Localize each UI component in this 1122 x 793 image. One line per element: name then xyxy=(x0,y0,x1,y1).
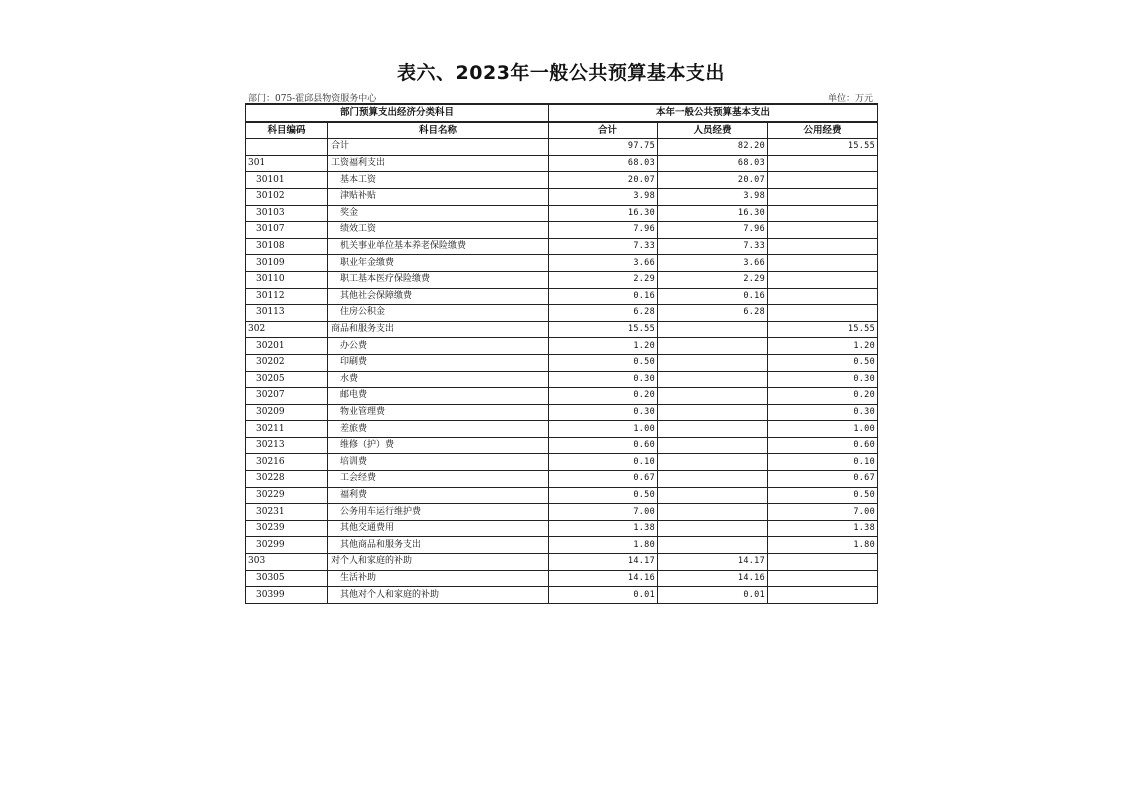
cell-public: 15.55 xyxy=(768,321,878,338)
table-row xyxy=(246,188,878,205)
cell-public: 1.38 xyxy=(768,520,878,537)
header-group-basic-expenditure: 本年一般公共预算基本支出 xyxy=(549,104,878,122)
cell-subject-name: 对个人和家庭的补助 xyxy=(328,554,549,571)
table-header xyxy=(246,104,878,139)
table-row xyxy=(246,537,878,554)
cell-subject-code: 30399 xyxy=(246,587,328,604)
budget-table xyxy=(245,103,878,604)
cell-subject-name: 印刷费 xyxy=(328,354,549,371)
cell-public xyxy=(768,587,878,604)
cell-subject-name: 生活补助 xyxy=(328,570,549,587)
cell-subject-name: 培训费 xyxy=(328,454,549,471)
table-row xyxy=(246,288,878,305)
table-body xyxy=(246,139,878,604)
cell-subject-code: 30113 xyxy=(246,305,328,322)
cell-public xyxy=(768,172,878,189)
table-row xyxy=(246,421,878,438)
cell-public: 0.67 xyxy=(768,471,878,488)
cell-subject-code: 30112 xyxy=(246,288,328,305)
cell-personnel: 0.16 xyxy=(658,288,768,305)
header-personnel: 人员经费 xyxy=(658,122,768,139)
cell-subject-name: 物业管理费 xyxy=(328,404,549,421)
cell-subject-code: 30228 xyxy=(246,471,328,488)
header-subject-code: 科目编码 xyxy=(246,122,328,139)
cell-public: 0.30 xyxy=(768,371,878,388)
cell-subject-code: 30211 xyxy=(246,421,328,438)
cell-subject-code: 301 xyxy=(246,155,328,172)
cell-total: 0.01 xyxy=(549,587,658,604)
cell-public: 0.50 xyxy=(768,354,878,371)
cell-total: 97.75 xyxy=(549,139,658,156)
cell-subject-name: 福利费 xyxy=(328,487,549,504)
cell-subject-name: 商品和服务支出 xyxy=(328,321,549,338)
cell-personnel xyxy=(658,487,768,504)
cell-subject-code: 30202 xyxy=(246,354,328,371)
cell-public: 1.80 xyxy=(768,537,878,554)
cell-subject-name: 合计 xyxy=(328,139,549,156)
table-row xyxy=(246,139,878,156)
cell-personnel: 2.29 xyxy=(658,271,768,288)
cell-subject-code: 30207 xyxy=(246,388,328,405)
table-row xyxy=(246,388,878,405)
table-row xyxy=(246,437,878,454)
cell-personnel: 0.01 xyxy=(658,587,768,604)
cell-subject-name: 其他交通费用 xyxy=(328,520,549,537)
cell-subject-name: 公务用车运行维护费 xyxy=(328,504,549,521)
cell-public xyxy=(768,188,878,205)
cell-total: 68.03 xyxy=(549,155,658,172)
cell-personnel: 7.33 xyxy=(658,238,768,255)
department-label: 部门：075-霍邱县物资服务中心 xyxy=(248,94,377,104)
cell-total: 0.30 xyxy=(549,404,658,421)
table-row xyxy=(246,321,878,338)
cell-personnel xyxy=(658,520,768,537)
cell-subject-code: 30101 xyxy=(246,172,328,189)
table-row xyxy=(246,222,878,239)
cell-total: 16.30 xyxy=(549,205,658,222)
cell-total: 2.29 xyxy=(549,271,658,288)
table-row xyxy=(246,371,878,388)
table-row xyxy=(246,155,878,172)
cell-subject-code: 30108 xyxy=(246,238,328,255)
cell-personnel: 16.30 xyxy=(658,205,768,222)
cell-subject-code: 30103 xyxy=(246,205,328,222)
cell-subject-name: 绩效工资 xyxy=(328,222,549,239)
cell-total: 3.98 xyxy=(549,188,658,205)
cell-total: 0.50 xyxy=(549,354,658,371)
cell-total: 0.30 xyxy=(549,371,658,388)
cell-total: 0.50 xyxy=(549,487,658,504)
table-row xyxy=(246,504,878,521)
cell-total: 6.28 xyxy=(549,305,658,322)
cell-public: 0.60 xyxy=(768,437,878,454)
cell-personnel xyxy=(658,504,768,521)
unit-label: 单位：万元 xyxy=(828,94,874,104)
cell-subject-name: 办公费 xyxy=(328,338,549,355)
cell-personnel xyxy=(658,537,768,554)
cell-public: 0.30 xyxy=(768,404,878,421)
cell-public: 0.20 xyxy=(768,388,878,405)
cell-personnel xyxy=(658,354,768,371)
table-row xyxy=(246,172,878,189)
cell-subject-name: 水费 xyxy=(328,371,549,388)
cell-personnel: 82.20 xyxy=(658,139,768,156)
cell-subject-name: 其他商品和服务支出 xyxy=(328,537,549,554)
cell-personnel xyxy=(658,437,768,454)
cell-subject-name: 机关事业单位基本养老保险缴费 xyxy=(328,238,549,255)
cell-subject-code: 30229 xyxy=(246,487,328,504)
table-row xyxy=(246,554,878,571)
cell-subject-code: 30107 xyxy=(246,222,328,239)
cell-subject-code: 30201 xyxy=(246,338,328,355)
cell-public: 1.00 xyxy=(768,421,878,438)
cell-subject-name: 津贴补贴 xyxy=(328,188,549,205)
cell-subject-name: 住房公积金 xyxy=(328,305,549,322)
cell-subject-code: 30109 xyxy=(246,255,328,272)
cell-public: 7.00 xyxy=(768,504,878,521)
cell-subject-name: 职工基本医疗保险缴费 xyxy=(328,271,549,288)
header-public: 公用经费 xyxy=(768,122,878,139)
cell-personnel xyxy=(658,471,768,488)
table-row xyxy=(246,255,878,272)
cell-total: 7.00 xyxy=(549,504,658,521)
cell-public xyxy=(768,238,878,255)
cell-total: 0.20 xyxy=(549,388,658,405)
cell-subject-code: 30216 xyxy=(246,454,328,471)
cell-subject-code: 30239 xyxy=(246,520,328,537)
table-row xyxy=(246,238,878,255)
cell-personnel xyxy=(658,421,768,438)
cell-public xyxy=(768,570,878,587)
cell-public xyxy=(768,155,878,172)
cell-subject-code: 303 xyxy=(246,554,328,571)
table-row xyxy=(246,338,878,355)
cell-total: 1.20 xyxy=(549,338,658,355)
cell-subject-name: 职业年金缴费 xyxy=(328,255,549,272)
cell-total: 0.16 xyxy=(549,288,658,305)
cell-subject-code: 30110 xyxy=(246,271,328,288)
cell-public xyxy=(768,255,878,272)
cell-personnel xyxy=(658,321,768,338)
cell-subject-name: 邮电费 xyxy=(328,388,549,405)
table-row xyxy=(246,587,878,604)
cell-personnel xyxy=(658,388,768,405)
cell-subject-code xyxy=(246,139,328,156)
cell-personnel xyxy=(658,338,768,355)
cell-total: 20.07 xyxy=(549,172,658,189)
cell-total: 0.60 xyxy=(549,437,658,454)
table-row xyxy=(246,305,878,322)
cell-public: 15.55 xyxy=(768,139,878,156)
cell-total: 0.67 xyxy=(549,471,658,488)
cell-public xyxy=(768,554,878,571)
table-row xyxy=(246,205,878,222)
cell-public: 0.10 xyxy=(768,454,878,471)
cell-personnel: 14.16 xyxy=(658,570,768,587)
cell-personnel xyxy=(658,454,768,471)
cell-subject-name: 其他对个人和家庭的补助 xyxy=(328,587,549,604)
cell-total: 7.96 xyxy=(549,222,658,239)
cell-personnel xyxy=(658,404,768,421)
table-row xyxy=(246,404,878,421)
cell-subject-code: 302 xyxy=(246,321,328,338)
header-subject-name: 科目名称 xyxy=(328,122,549,139)
cell-public xyxy=(768,222,878,239)
cell-subject-name: 其他社会保障缴费 xyxy=(328,288,549,305)
cell-total: 14.16 xyxy=(549,570,658,587)
cell-personnel xyxy=(658,371,768,388)
page-title: 表六、2023年一般公共预算基本支出 xyxy=(397,62,725,84)
cell-subject-name: 维修（护）费 xyxy=(328,437,549,454)
cell-public xyxy=(768,271,878,288)
cell-personnel: 7.96 xyxy=(658,222,768,239)
cell-subject-code: 30213 xyxy=(246,437,328,454)
cell-total: 3.66 xyxy=(549,255,658,272)
cell-total: 1.80 xyxy=(549,537,658,554)
cell-personnel: 20.07 xyxy=(658,172,768,189)
cell-personnel: 68.03 xyxy=(658,155,768,172)
header-total: 合计 xyxy=(549,122,658,139)
cell-subject-code: 30205 xyxy=(246,371,328,388)
cell-subject-code: 30305 xyxy=(246,570,328,587)
cell-subject-name: 差旅费 xyxy=(328,421,549,438)
table-row xyxy=(246,520,878,537)
cell-subject-code: 30102 xyxy=(246,188,328,205)
cell-total: 1.00 xyxy=(549,421,658,438)
cell-public: 0.50 xyxy=(768,487,878,504)
cell-total: 0.10 xyxy=(549,454,658,471)
cell-personnel: 14.17 xyxy=(658,554,768,571)
cell-subject-name: 基本工资 xyxy=(328,172,549,189)
cell-total: 14.17 xyxy=(549,554,658,571)
cell-public xyxy=(768,205,878,222)
table-row xyxy=(246,354,878,371)
cell-subject-code: 30231 xyxy=(246,504,328,521)
cell-total: 1.38 xyxy=(549,520,658,537)
cell-public xyxy=(768,288,878,305)
cell-total: 7.33 xyxy=(549,238,658,255)
cell-subject-code: 30299 xyxy=(246,537,328,554)
table-row xyxy=(246,487,878,504)
table-row xyxy=(246,570,878,587)
cell-subject-name: 工会经费 xyxy=(328,471,549,488)
cell-subject-name: 奖金 xyxy=(328,205,549,222)
cell-personnel: 6.28 xyxy=(658,305,768,322)
cell-public xyxy=(768,305,878,322)
cell-subject-code: 30209 xyxy=(246,404,328,421)
header-group-classification: 部门预算支出经济分类科目 xyxy=(246,104,549,122)
table-row xyxy=(246,471,878,488)
table-row xyxy=(246,454,878,471)
cell-total: 15.55 xyxy=(549,321,658,338)
cell-subject-name: 工资福利支出 xyxy=(328,155,549,172)
cell-personnel: 3.98 xyxy=(658,188,768,205)
table-row xyxy=(246,271,878,288)
cell-personnel: 3.66 xyxy=(658,255,768,272)
cell-public: 1.20 xyxy=(768,338,878,355)
